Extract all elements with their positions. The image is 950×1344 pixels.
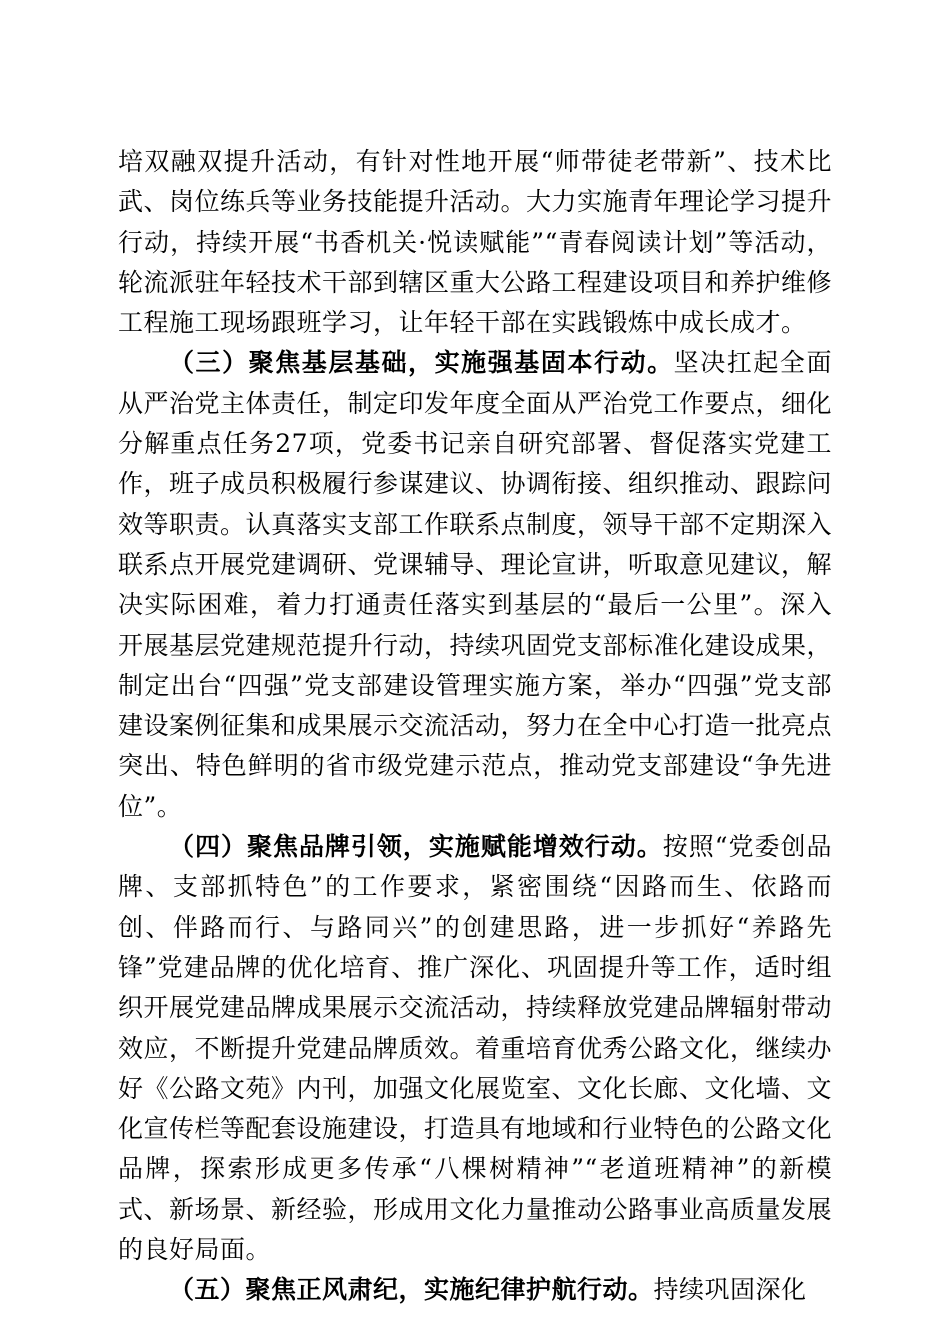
paragraph-text: 培双融双提升活动，有针对性地开展“师带徒老带新”、技术比武、岗位练兵等业务技能提升活动。大力实施青年理论学习提升行动，持续开展“书香机关·悦读赋能”“青春阅读计划”等活动，轮流派驻年轻技术干部到辖区重大公路工程建设项目和养护维修工程施工现场跟班学习，让年轻干部在实践锻炼中成长成才。: [118, 147, 833, 338]
section-heading-3: （三）聚焦基层基础，实施强基固本行动。: [169, 348, 674, 378]
paragraph-text: 坚决扛起全面从严治党主体责任，制定印发年度全面从严治党工作要点，细化分解重点任务27项，党委书记亲自研究部署、督促落实党建工作，班子成员积极履行参谋建议、协调衔接、组织推动、跟踪问效等职责。认真落实支部工作联系点制度，领导干部不定期深入联系点开展党建调研、党课辅导、理论宣讲，听取意见建议，解决实际困难，着力打通责任落实到基层的“最后一公里”。深入开展基层党建规范提升行动，持续巩固党支部标准化建设成果，制定出台“四强”党支部建设管理实施方案，举办“四强”党支部建设案例征集和成果展示交流活动，努力在全中心打造一批亮点突出、特色鲜明的省市级党建示范点，推动党支部建设“争先进位”。: [118, 348, 833, 821]
section-heading-5: （五）聚焦正风肃纪，实施纪律护航行动。: [169, 1275, 654, 1305]
paragraph-section-4: [118, 827, 832, 1270]
paragraph-continuation: [118, 142, 832, 343]
document-body: [118, 142, 832, 1311]
paragraph-section-3: [118, 343, 832, 827]
paragraph-section-5: [118, 1270, 832, 1310]
paragraph-text: 按照“党委创品牌、支部抓特色”的工作要求，紧密围绕“因路而生、依路而创、伴路而行、与路同兴”的创建思路，进一步抓好“养路先锋”党建品牌的优化培育、推广深化、巩固提升等工作，适时组织开展党建品牌成果展示交流活动，持续释放党建品牌辐射带动效应，不断提升党建品牌质效。着重培育优秀公路文化，继续办好《公路文苑》内刊，加强文化展览室、文化长廊、文化墙、文化宣传栏等配套设施建设，打造具有地域和行业特色的公路文化品牌，探索形成更多传承“八棵树精神”“老道班精神”的新模式、新场景、新经验，形成用文化力量推动公路事业高质量发展的良好局面。: [118, 832, 833, 1265]
paragraph-text: 持续巩固深化: [653, 1275, 807, 1305]
section-heading-4: （四）聚焦品牌引领，实施赋能增效行动。: [169, 832, 663, 862]
